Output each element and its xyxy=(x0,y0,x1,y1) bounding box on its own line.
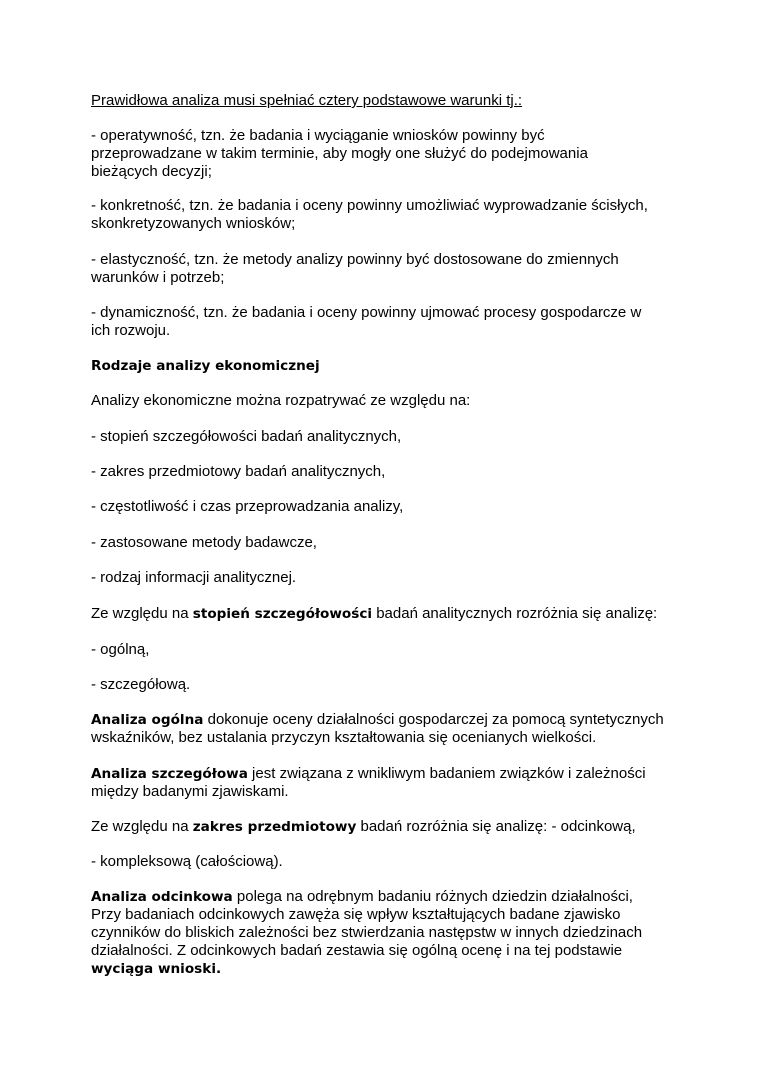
detail-item: - ogólną, xyxy=(91,641,150,658)
section-heading xyxy=(91,357,681,375)
sectional-line1: polega na odrębnym badaniu różnych dziedzin działalności, xyxy=(232,888,633,905)
scope-pre: Ze względu na xyxy=(91,818,193,835)
condition-line: - dynamiczność, tzn. że badania i oceny powinny ujmować procesy gospodarcze w xyxy=(91,304,642,321)
sectional-bold: Analiza odcinkowa xyxy=(91,889,233,905)
condition-line: przeprowadzane w takim terminie, aby mogły one służyć do podejmowania xyxy=(91,145,588,162)
detail-criterion xyxy=(91,605,681,623)
criteria-item: - częstotliwość i czas przeprowadzania analizy, xyxy=(91,498,404,515)
condition-line: skonkretyzowanych wniosków; xyxy=(91,215,296,232)
scope-post: badań rozróżnia się analizę: - odcinkową, xyxy=(356,818,636,835)
condition-line: - konkretność, tzn. że badania i oceny powinny umożliwiać wyprowadzanie ścisłych, xyxy=(91,197,648,214)
condition-dynamicznosc xyxy=(91,304,681,340)
condition-line: warunków i potrzeb; xyxy=(91,269,225,286)
criteria-intro: Analizy ekonomiczne można rozpatrywać ze względu na: xyxy=(91,392,471,409)
detail-item: - szczegółową. xyxy=(91,676,191,693)
criteria-item: - stopień szczegółowości badań analitycznych, xyxy=(91,428,402,445)
sectional-line5-bold: wyciąga wnioski. xyxy=(91,961,222,977)
detail-pre: Ze względu na xyxy=(91,605,193,622)
general-line2: wskaźników, bez ustalania przyczyn kształtowania się ocenianych wielkości. xyxy=(91,729,597,746)
sectional-analysis-paragraph xyxy=(91,888,681,978)
detailed-line2: między badanymi zjawiskami. xyxy=(91,783,289,800)
condition-line: - elastyczność, tzn. że metody analizy powinny być dostosowane do zmiennych xyxy=(91,251,619,268)
detailed-line1: jest związana z wnikliwym badaniem związków i zależności xyxy=(247,765,646,782)
intro-text: Prawidłowa analiza musi spełniać cztery podstawowe warunki tj.: xyxy=(91,92,523,109)
sectional-line4: działalności. Z odcinkowych badań zestawia się ogólną ocenę i na tej podstawie xyxy=(91,942,623,959)
scope-criterion xyxy=(91,818,681,836)
scope-item: - kompleksową (całościową). xyxy=(91,853,283,870)
detailed-bold: Analiza szczegółowa xyxy=(91,766,248,782)
sectional-line3: czynników do bliskich zależności bez stwierdzania następstw w innych dziedzinach xyxy=(91,924,643,941)
criteria-item: - zakres przedmiotowy badań analitycznych, xyxy=(91,463,386,480)
criteria-item: - zastosowane metody badawcze, xyxy=(91,534,317,551)
detail-post: badań analitycznych rozróżnia się analizę: xyxy=(372,605,658,622)
detail-bold: stopień szczegółowości xyxy=(192,606,373,622)
detailed-analysis-paragraph xyxy=(91,765,681,801)
section-heading-text: Rodzaje analizy ekonomicznej xyxy=(91,358,320,374)
general-analysis-paragraph xyxy=(91,711,681,747)
sectional-line2: Przy badaniach odcinkowych zawęża się wpływ kształtujących badane zjawisko xyxy=(91,906,621,923)
general-bold: Analiza ogólna xyxy=(91,712,204,728)
condition-line: bieżących decyzji; xyxy=(91,163,212,180)
scope-bold: zakres przedmiotowy xyxy=(192,819,357,835)
condition-line: ich rozwoju. xyxy=(91,322,171,339)
condition-elastycznosc xyxy=(91,251,681,287)
condition-line: - operatywność, tzn. że badania i wyciąganie wniosków powinny być xyxy=(91,127,545,144)
general-line1: dokonuje oceny działalności gospodarczej za pomocą syntetycznych xyxy=(203,711,664,728)
criteria-item: - rodzaj informacji analitycznej. xyxy=(91,569,297,586)
condition-operatywnosc xyxy=(91,127,681,181)
condition-konkretnosc xyxy=(91,197,681,233)
